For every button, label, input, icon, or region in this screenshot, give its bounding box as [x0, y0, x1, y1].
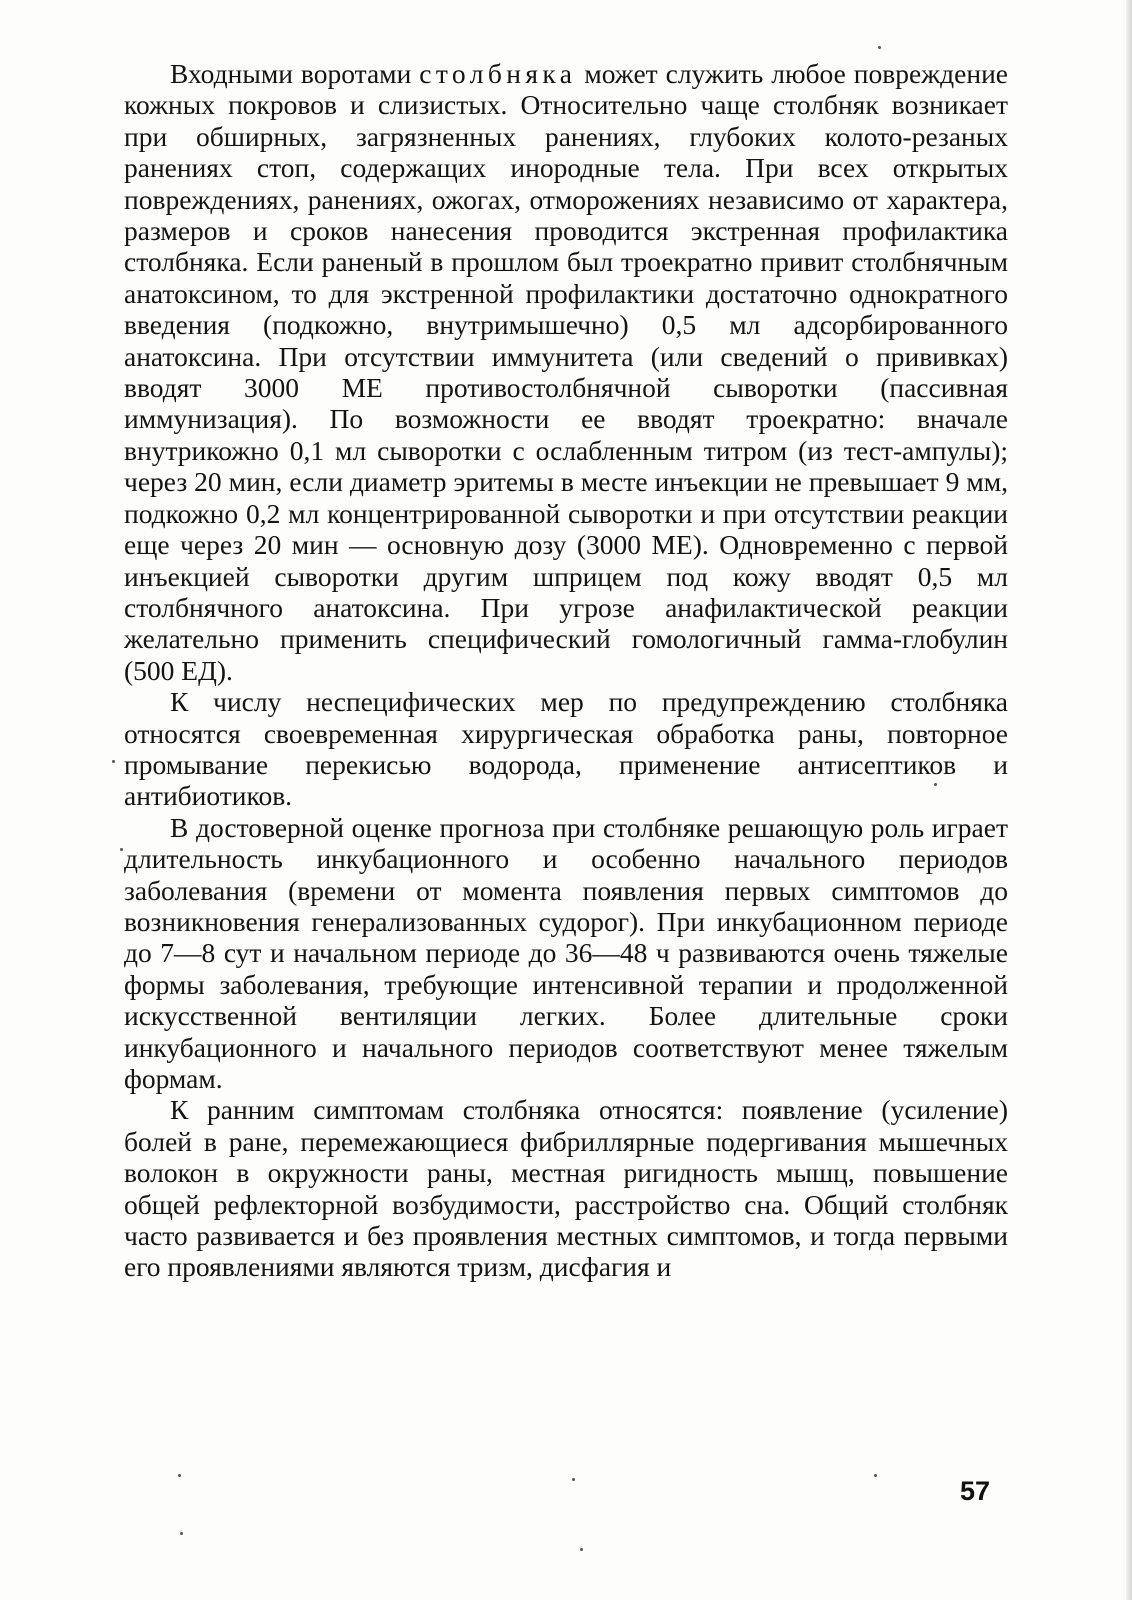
paragraph-1-emphasis: столбняка — [419, 58, 577, 89]
paragraph-1-lead: Входными воротами — [170, 58, 420, 89]
print-speck — [580, 1548, 583, 1551]
paragraph-1 — [124, 58, 1008, 686]
print-speck — [112, 760, 115, 763]
print-speck — [178, 1474, 181, 1477]
print-speck — [120, 848, 123, 851]
print-speck — [572, 1478, 575, 1481]
body-text — [124, 58, 1008, 1283]
print-speck — [874, 1474, 877, 1477]
paragraph-4: К ранним симптомам столбняка относятся: появление (усиление) болей в ране, перемежающиеся фибриллярные подергивания мышечных волокон в окружности раны, местная ригидность мышц, повышение общей рефлекторной возбудимости, расстройство сна. Общий столбняк часто развивается и без проявления местных симптомов, и тогда первыми его проявлениями являются тризм, дисфагия и — [124, 1094, 1008, 1283]
print-speck — [878, 46, 881, 49]
page-number: 57 — [960, 1476, 991, 1506]
paragraph-1-text: может служить любое повреждение кожных покровов и слизистых. Относительно чаще столбняк возникает при обширных, загрязненных ранениях, глубоких колото-резаных ранениях стоп, содержащих инородные тела. При всех открытых повреждениях, ранениях, ожогах, отморожениях независимо от характера, размеров и сроков нанесения проводится экстренная профилактика столбняка. Если раненый в прошлом был троекратно привит столбнячным анатоксином, то для экстренной профилактики достаточно однократного введения (подкожно, внутримышечно) 0,5 мл адсорбированного анатоксина. При отсутствии иммунитета (или сведений о прививках) вводят 3000 МЕ противостолбнячной сыворотки (пассивная иммунизация). По возможности ее вводят троекратно: вначале внутрикожно 0,1 мл сыворотки с ослабленным титром (из тест-ампулы); через 20 мин, если диаметр эритемы в месте инъекции не превышает 9 мм, подкожно 0,2 мл концентрированной сыворотки и при отсутствии реакции еще через 20 мин — основную дозу (3000 МЕ). Одновременно с первой инъекцией сыворотки другим шприцем под кожу вводят 0,5 мл столбнячного анатоксина. При угрозе анафилактической реакции желательно применить специфический гомологичный гамма-глобулин (500 ЕД). — [124, 58, 1008, 686]
paragraph-2: К числу неспецифических мер по предупреждению столбняка относятся своевременная хирургическая обработка раны, повторное промывание перекисью водорода, применение антисептиков и антибиотиков. — [124, 686, 1008, 812]
print-speck — [934, 783, 937, 786]
page-edge-shadow — [1126, 0, 1132, 1600]
paragraph-3: В достоверной оценке прогноза при столбняке решающую роль играет длительность инкубационного и особенно начального периодов заболевания (времени от момента появления первых симптомов до возникновения генерализованных судорог). При инкубационном периоде до 7—8 сут и начальном периоде до 36—48 ч развиваются очень тяжелые формы заболевания, требующие интенсивной терапии и продолженной искусственной вентиляции легких. Более длительные сроки инкубационного и начального периодов соответствуют менее тяжелым формам. — [124, 811, 1008, 1094]
print-speck — [180, 1532, 183, 1535]
